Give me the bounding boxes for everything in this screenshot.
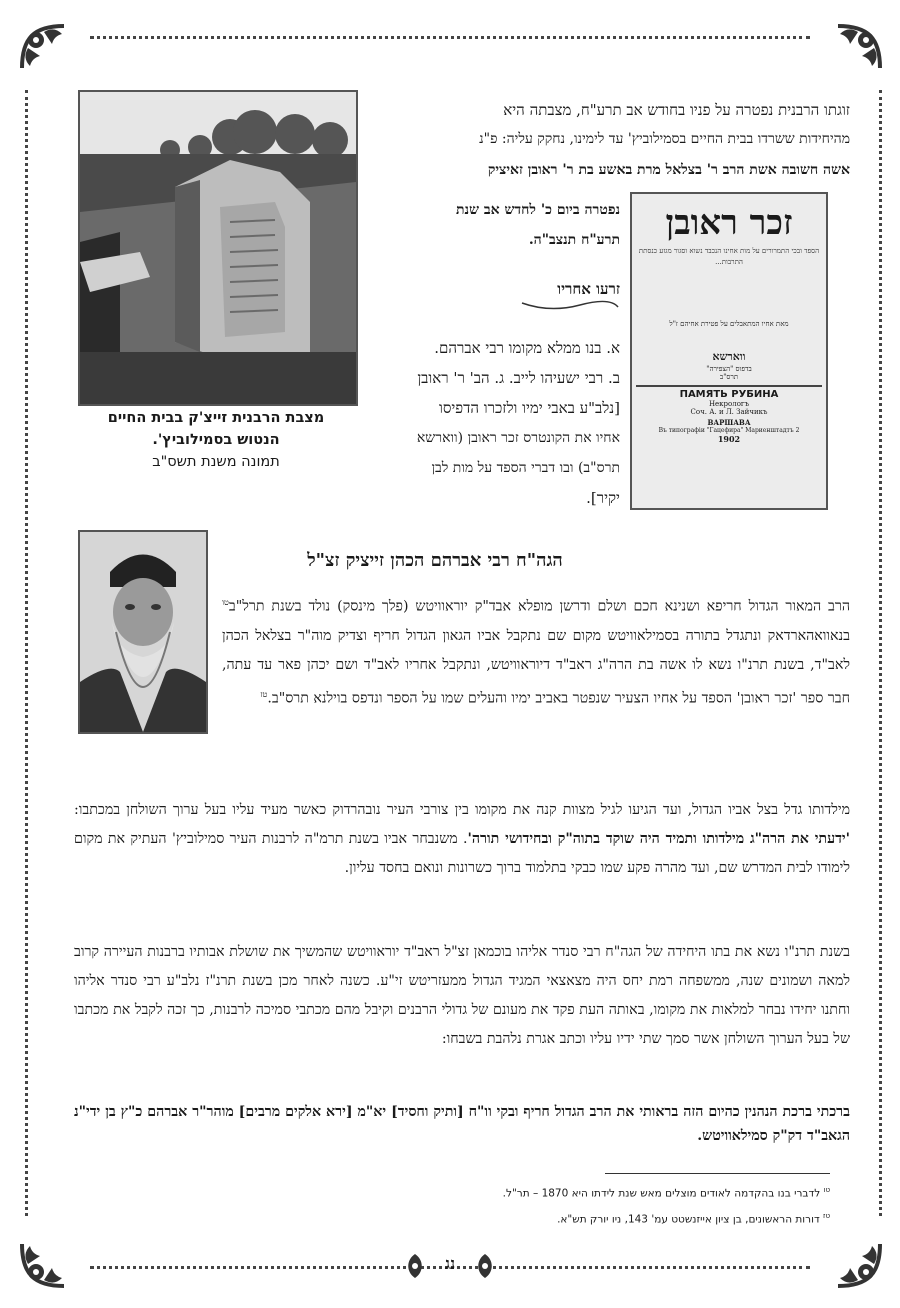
gravestone-caption-line1: מצבת הרבנית זייצ'ק בבית החיים <box>107 410 325 426</box>
child-a: א. בנו ממלא מקומו רבי אברהם. <box>434 339 620 357</box>
children-heading <box>520 280 620 315</box>
top-line4: נפטרה ביום כ' לחדש אב שנת <box>455 202 620 218</box>
heading-underline-icon <box>520 299 620 315</box>
footnote-divider <box>605 1173 830 1174</box>
rabbi-paragraph-part1: הרב המאור הגדול חריפא ושנינא חכם ושלם ודרשן מופלא אבד"ק יוראוויטש (פלך מינסק) נולד בשנת תרל"ב <box>228 598 850 615</box>
ornament-icon-top-left <box>14 18 72 76</box>
footnote-mark-16: טז <box>260 689 268 699</box>
children-heading-text: זרעו אחריו <box>557 280 620 298</box>
rabbi-heading: הגה"ח רבי אברהם הכהן זייציק זצ"ל <box>307 550 563 571</box>
body-paragraph-2-quote: 'ידעתי את הרה"ג מילדותו ותמיד היה שוקד בתוה"ק ובחידושי תורה' <box>467 831 850 847</box>
rabbi-paragraph <box>222 588 850 713</box>
booklet-city: ווארשא <box>712 350 746 363</box>
booklet-russian-sub2: Соч. А. и Л. Зайчикъ <box>690 408 768 416</box>
booklet-russian-city: ВАРШАВА <box>707 418 751 427</box>
booklet-title: זכר ראובן <box>665 203 793 243</box>
footnote-16 <box>300 1212 830 1226</box>
booklet-year: 1902 <box>717 434 741 444</box>
top-border <box>90 36 810 39</box>
body-paragraph-4: ברכתי ברכת הנהנין כהיום הזה בראותי את הרב הגדול חריף ובקי וו"ח [ותיק וחסיד] יא"מ [ירא אלקים מרבים] מוהר"ר אברהם כ"ץ בן ידי"נ הגאב"ד דק"ק סמילאוויטש. <box>74 1104 850 1144</box>
gravestone-caption <box>78 407 354 473</box>
child-b: ב. רבי ישעיהו לייב. ג. הב' ר' ראובן <box>417 369 620 387</box>
booklet-subtitle: מאת אחיו המתאבלים על פטירת אחיהם ז"ל <box>669 320 789 328</box>
footnote-15-text: לדברי בנו בהקדמה לאודים מוצלים מאש שנת לידתו היא 1870 – תר"ל. <box>502 1187 821 1200</box>
footnote-15 <box>300 1186 830 1200</box>
child-c2: אחיו את הקונטרס זכר ראובן (ווארשא <box>416 430 620 446</box>
booklet-russian-title: ПАМЯТЬ РУБИНА <box>679 389 779 400</box>
child-c4: יקיר]. <box>586 489 620 507</box>
booklet-press: בדפוס "הצפירה" <box>706 365 752 373</box>
booklet-russian-press: Въ типографіи "Гацефира" Мариенштадтъ 2 <box>658 427 800 434</box>
body-paragraph-2a: מילדותו גדל בצל אביו הגדול, ועד הגיעו לגיל מצוות קנה את מקומו בין צורבי העיר נובהרדוק כאשר מעיד עליו בעל ערוך השולחן במכתבו: <box>74 802 850 818</box>
top-line1: זוגתו הרבנית נפטרה על פניו בחודש אב תרע"ח, מצבתה היא <box>503 101 850 119</box>
right-border <box>879 90 882 1216</box>
ornament-icon-top-right <box>830 18 888 76</box>
booklet-body: הספד ובכי התמרורים על מות אחינו הנכבד נשוא וסגור מגזע כנסתת התרבות... <box>638 247 820 266</box>
booklet-year-heb: תרס"ב <box>719 373 739 381</box>
top-line2: מהיחידות ששרדו בבית החיים בסמילוביץ' עד לימינו, נחקק עליה: פ"נ <box>479 131 850 147</box>
left-border <box>25 90 28 1216</box>
rabbi-paragraph-part2: בנאוואהארדאק ונתגדל בתורה בסמילאוויטש מקום שם נתקבל אביו הגאון הגדול חריף וצדיק מוה"ר בצלאל הכהן לאב"ד, בשנת תרנ"ו נשא לו אשה בת הרה"ג ראב"ד דיוראוויטש, ונתקבל אחריו לאב"ד ושם יכהן פאר עד עתה, חבר ספר 'זכר ראובן' הספד על אחיו הצעיר שנפטר באביב ימיו והעלים שמו על הספר ונדפס בוילנא תרס"ב. <box>222 627 850 707</box>
ornament-icon-bottom-left <box>14 1236 72 1294</box>
booklet-cover <box>630 192 828 510</box>
flourish-icon-right <box>474 1252 496 1280</box>
footnote-16-text: דורות הראשונים, בן ציון אייזנשטט עמ' 143, ניו יורק תש"א. <box>557 1213 820 1226</box>
flourish-icon-left <box>404 1252 426 1280</box>
top-line3: אשה חשובה אשת הרב ר' בצלאל מרת באשע בת ר' ראובן זאיציק <box>487 162 850 178</box>
booklet-russian-sub1: Некрологъ <box>708 400 750 408</box>
rabbi-portrait <box>78 530 208 734</box>
footnote-16-mark: טז <box>823 1212 830 1220</box>
child-c1: [נלב"ע באבי ימיו ולזכרו הדפיסו <box>438 399 620 417</box>
top-line5: תרע"ח תנצב"ה. <box>528 232 620 248</box>
footnote-mark-15: טו <box>222 598 229 607</box>
ornament-icon-bottom-right <box>830 1236 888 1294</box>
gravestone-caption-line3: תמונה משנת תשס"ב <box>152 454 280 470</box>
gravestone-caption-line2: הנטוש בסמילוביץ'. <box>152 432 280 448</box>
body-paragraph-2 <box>74 796 850 883</box>
page-number: נג <box>444 1254 456 1273</box>
child-c3: תרס"ב) ובו דברי הספד על מות לבן <box>431 460 620 476</box>
footnote-15-mark: טו <box>823 1186 830 1194</box>
body-paragraph-2b: . משנבחר אביו בשנת תרמ"ה לרבנות העיר סמילוביץ' העתיק את מקום לימודו לבית המדרש שם, ועד מהרה פקע שמו כבקי בתלמוד ברוך כשרונות ונואם בחסד עליון. <box>74 831 850 876</box>
body-paragraph-3: בשנת תרנ"ו נשא את בתו היחידה של הגה"ח רבי סנדר אליהו בוכמאן זצ"ל ראב"ד יוראוויטש שהמשיך את שושלת אבותיו ברבנות העיירה קרוב למאה ושמונים שנה, ממשפחה רמת יחס היה מצאצאי המגיד הגדול ממעזריטש זי"ע. כשנה לאחר מכן בשנת תרנ"ז נלב"ע רבי סנדר אליהו וחתנו יחידו נבחר למלאות את מקומו, באותה העת פקד את מעונם של גדולי הרבנים וקיבל מהם מכתבי סמיכה לרבנות, כך זכה לקבל את מכתבו של בעל הערוך השולחן אשר סמך שתי ידיו עליו וכתב אגרת נלהבת בשבחו: <box>74 944 850 1047</box>
gravestone-photo <box>78 90 358 406</box>
